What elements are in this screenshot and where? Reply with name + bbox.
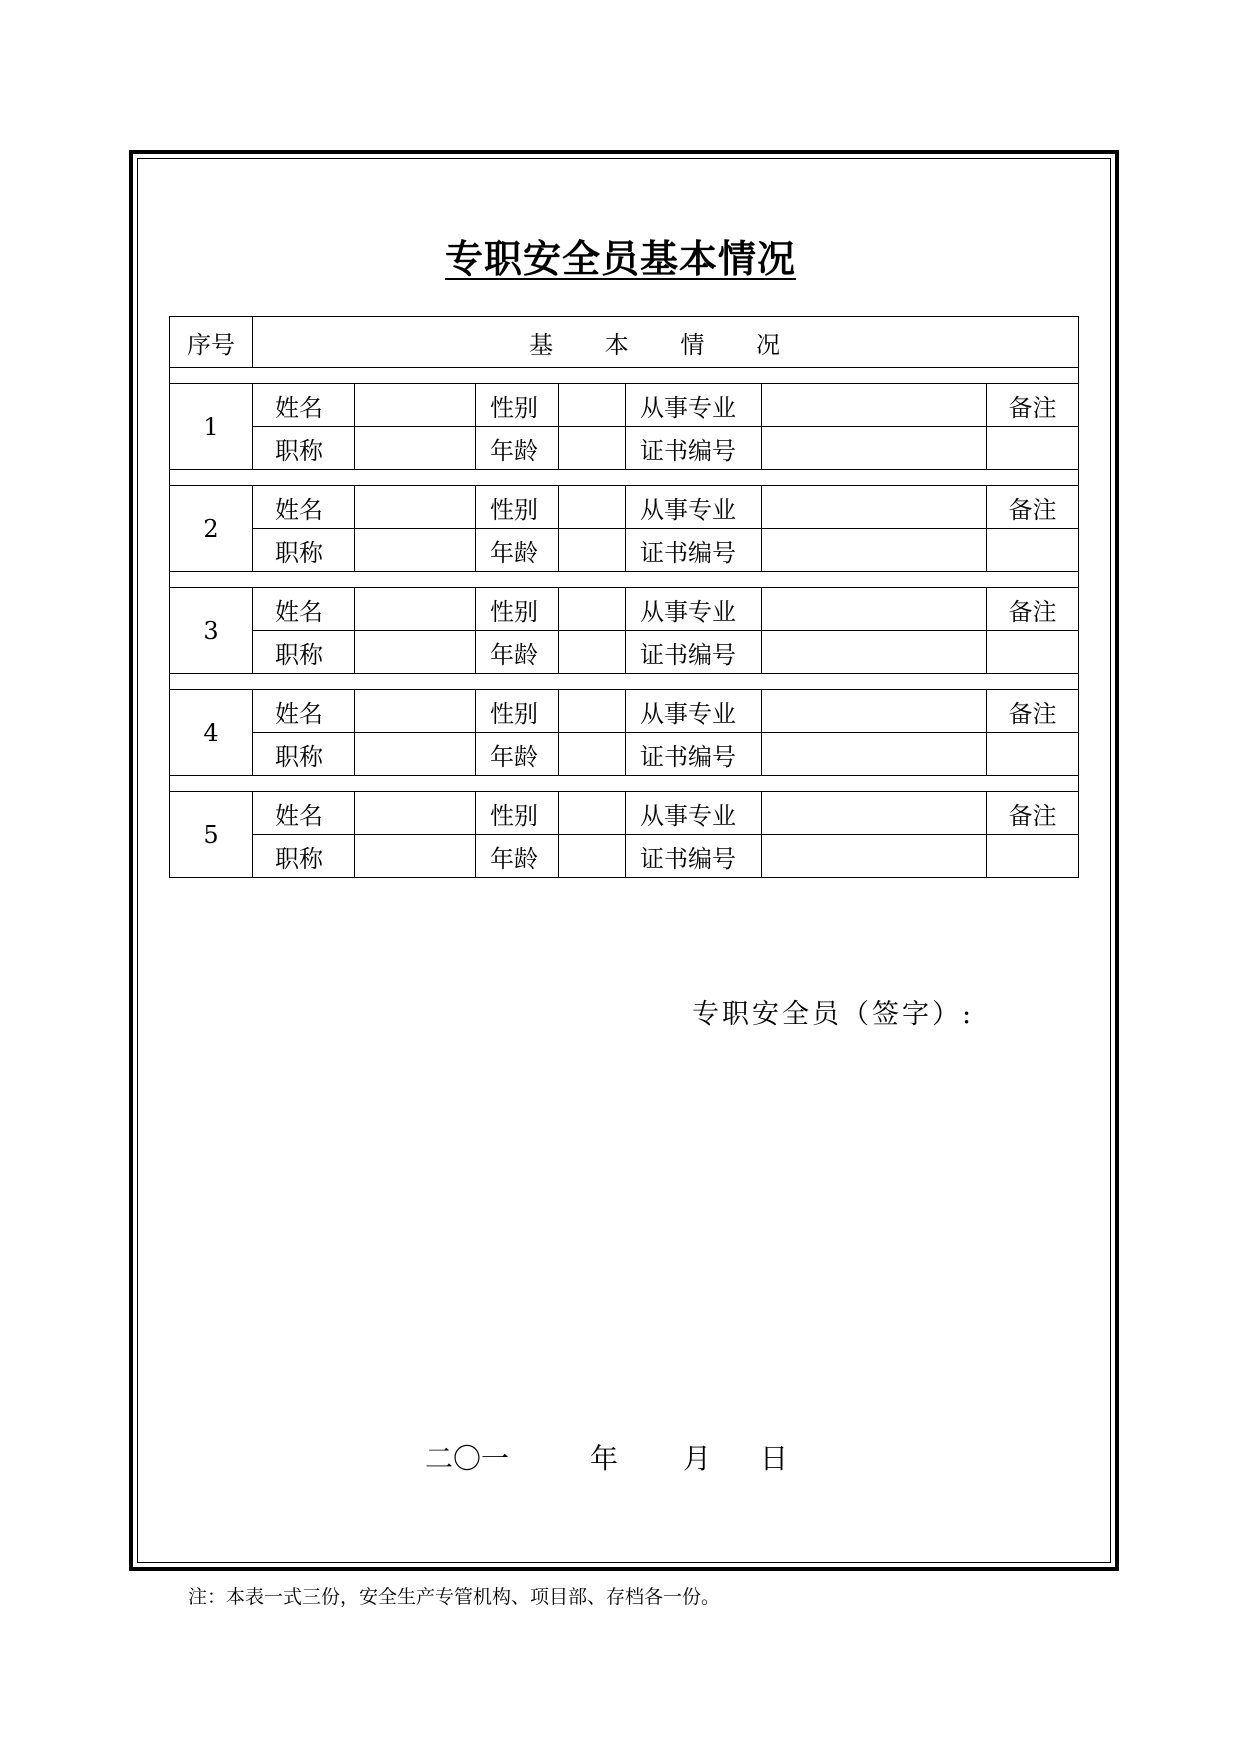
name-label: 姓名 — [253, 690, 355, 733]
gender-label: 性别 — [476, 588, 559, 631]
age-cell[interactable] — [559, 427, 626, 470]
profession-cell[interactable] — [762, 588, 987, 631]
row-spacer — [170, 470, 1079, 486]
remark-label: 备注 — [987, 690, 1079, 733]
certificate-cell[interactable] — [762, 835, 987, 878]
row-spacer — [170, 776, 1079, 792]
certificate-label: 证书编号 — [626, 529, 762, 572]
header-basic-info: 基 本 情 况 — [253, 317, 1079, 368]
age-cell[interactable] — [559, 733, 626, 776]
row-index: 4 — [170, 690, 253, 776]
gender-cell[interactable] — [559, 588, 626, 631]
age-cell[interactable] — [559, 529, 626, 572]
name-label: 姓名 — [253, 588, 355, 631]
profession-cell[interactable] — [762, 792, 987, 835]
certificate-cell[interactable] — [762, 631, 987, 674]
profession-cell[interactable] — [762, 384, 987, 427]
name-cell[interactable] — [355, 486, 476, 529]
job-title-cell[interactable] — [355, 631, 476, 674]
row-spacer — [170, 368, 1079, 384]
gender-cell[interactable] — [559, 792, 626, 835]
row-spacer — [170, 572, 1079, 588]
signature-label: 专职安全员（签字）: — [692, 999, 975, 1030]
date-year-label: 年 — [590, 1442, 619, 1475]
job-title-cell[interactable] — [355, 733, 476, 776]
row-index: 3 — [170, 588, 253, 674]
table-row — [170, 486, 1079, 529]
job-title-label: 职称 — [253, 733, 355, 776]
job-title-label: 职称 — [253, 529, 355, 572]
gender-cell[interactable] — [559, 384, 626, 427]
gender-label: 性别 — [476, 690, 559, 733]
remark-label: 备注 — [987, 792, 1079, 835]
table-row — [170, 588, 1079, 631]
age-cell[interactable] — [559, 631, 626, 674]
job-title-label: 职称 — [253, 631, 355, 674]
age-label: 年龄 — [476, 529, 559, 572]
name-cell[interactable] — [355, 384, 476, 427]
row-spacer — [170, 674, 1079, 690]
table-row — [170, 384, 1079, 427]
gender-label: 性别 — [476, 486, 559, 529]
footnote: 注：本表一式三份，安全生产专管机构、项目部、存档各一份。 — [188, 1586, 721, 1608]
age-label: 年龄 — [476, 835, 559, 878]
profession-label: 从事专业 — [626, 792, 762, 835]
job-title-label: 职称 — [253, 835, 355, 878]
table-row — [170, 427, 1079, 470]
date-year-prefix: 二〇一 — [425, 1442, 510, 1475]
age-label: 年龄 — [476, 631, 559, 674]
row-index: 2 — [170, 486, 253, 572]
gender-cell[interactable] — [559, 486, 626, 529]
row-index: 1 — [170, 384, 253, 470]
age-label: 年龄 — [476, 427, 559, 470]
certificate-cell[interactable] — [762, 733, 987, 776]
remark-label: 备注 — [987, 384, 1079, 427]
profession-cell[interactable] — [762, 486, 987, 529]
name-cell[interactable] — [355, 792, 476, 835]
document-title: 专职安全员基本情况 — [444, 236, 796, 281]
age-cell[interactable] — [559, 835, 626, 878]
remark-cell[interactable] — [987, 733, 1079, 776]
table-row — [170, 792, 1079, 835]
table-row — [170, 529, 1079, 572]
certificate-cell[interactable] — [762, 529, 987, 572]
gender-label: 性别 — [476, 792, 559, 835]
job-title-cell[interactable] — [355, 835, 476, 878]
name-label: 姓名 — [253, 486, 355, 529]
safety-officer-table — [169, 316, 1079, 878]
gender-label: 性别 — [476, 384, 559, 427]
job-title-cell[interactable] — [355, 529, 476, 572]
name-label: 姓名 — [253, 792, 355, 835]
table-row — [170, 733, 1079, 776]
name-label: 姓名 — [253, 384, 355, 427]
job-title-label: 职称 — [253, 427, 355, 470]
date-month-label: 月 — [683, 1442, 712, 1475]
row-index: 5 — [170, 792, 253, 878]
age-label: 年龄 — [476, 733, 559, 776]
gender-cell[interactable] — [559, 690, 626, 733]
profession-cell[interactable] — [762, 690, 987, 733]
remark-cell[interactable] — [987, 835, 1079, 878]
profession-label: 从事专业 — [626, 588, 762, 631]
table-row — [170, 835, 1079, 878]
job-title-cell[interactable] — [355, 427, 476, 470]
name-cell[interactable] — [355, 690, 476, 733]
header-index: 序号 — [170, 317, 253, 368]
profession-label: 从事专业 — [626, 486, 762, 529]
certificate-label: 证书编号 — [626, 733, 762, 776]
profession-label: 从事专业 — [626, 384, 762, 427]
name-cell[interactable] — [355, 588, 476, 631]
date-day-label: 日 — [760, 1442, 789, 1475]
remark-label: 备注 — [987, 588, 1079, 631]
remark-cell[interactable] — [987, 427, 1079, 470]
table-header-row — [170, 317, 1079, 368]
profession-label: 从事专业 — [626, 690, 762, 733]
certificate-label: 证书编号 — [626, 835, 762, 878]
certificate-cell[interactable] — [762, 427, 987, 470]
remark-label: 备注 — [987, 486, 1079, 529]
remark-cell[interactable] — [987, 529, 1079, 572]
remark-cell[interactable] — [987, 631, 1079, 674]
table-row — [170, 690, 1079, 733]
table-row — [170, 631, 1079, 674]
certificate-label: 证书编号 — [626, 631, 762, 674]
certificate-label: 证书编号 — [626, 427, 762, 470]
